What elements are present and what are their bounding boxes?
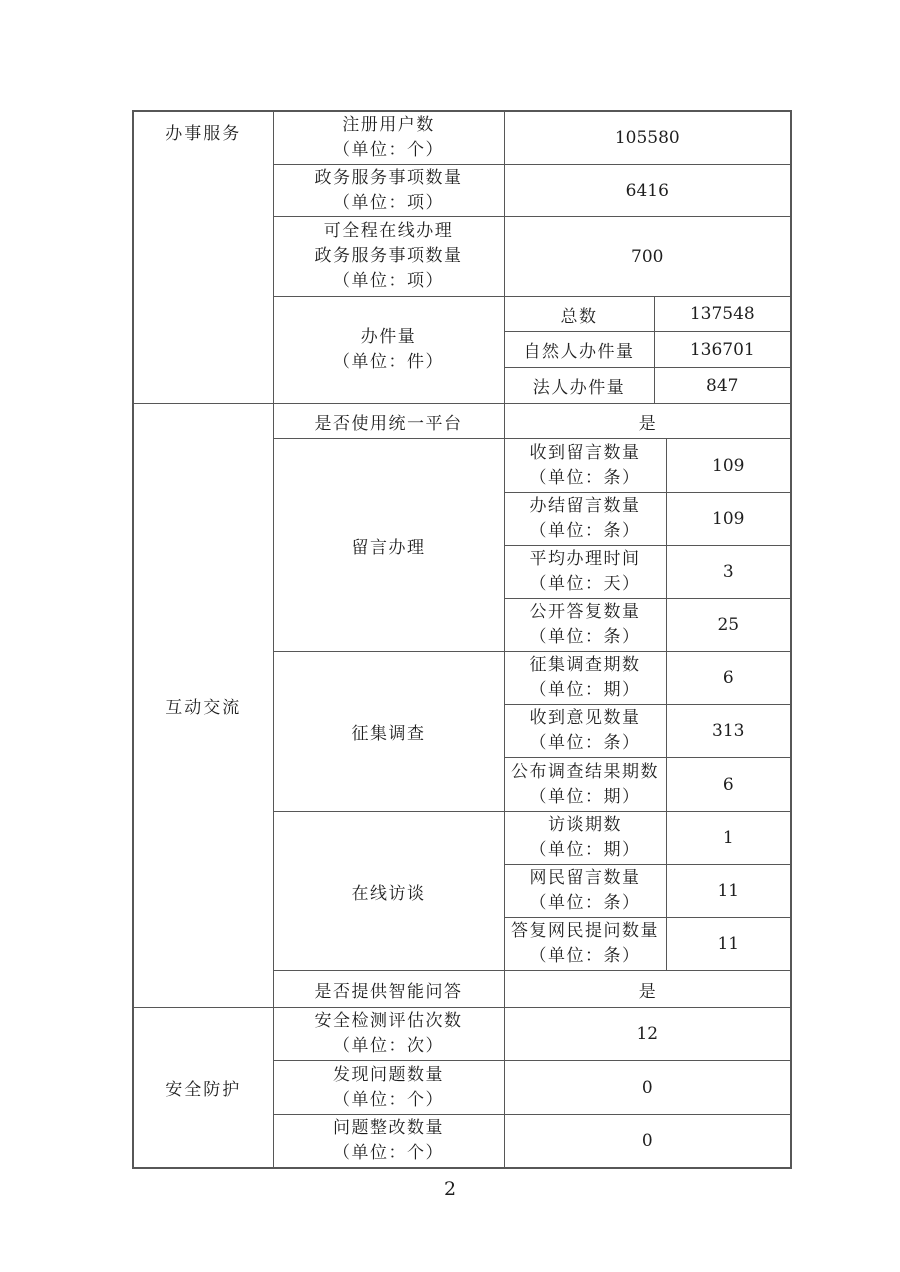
subitem-label: 法人办件量 [504, 368, 654, 404]
value-cell: 109 [666, 493, 791, 546]
subitem-label-line: 征集调查期数 [529, 655, 641, 675]
unit-label-line: （单位：期） [529, 786, 641, 807]
value-cell: 847 [654, 368, 791, 404]
item-label-line: 可全程在线办理 [323, 221, 454, 241]
value-cell: 0 [504, 1115, 791, 1169]
subitem-label: 自然人办件量 [504, 332, 654, 368]
category-cell-banshi: 办事服务 [133, 111, 273, 404]
value-cell: 是 [504, 404, 791, 439]
value-cell: 11 [666, 865, 791, 918]
subitem-label [504, 918, 666, 971]
value-cell: 105580 [504, 111, 791, 165]
subitem-label [504, 652, 666, 705]
value-cell: 25 [666, 599, 791, 652]
group-label: 征集调查 [273, 652, 504, 812]
unit-label-line: （单位：期） [529, 840, 641, 860]
subitem-label [504, 493, 666, 546]
value-cell: 137548 [654, 297, 791, 332]
unit-label-line: （单位：项） [333, 192, 444, 213]
unit-label-line: （单位：天） [529, 574, 641, 594]
value-cell: 3 [666, 546, 791, 599]
subitem-label-line: 网民留言数量 [529, 868, 641, 888]
subitem-label-line: 办结留言数量 [529, 496, 641, 516]
category-cell-hudong: 互动交流 [133, 404, 273, 1008]
table-row [133, 111, 791, 165]
unit-label-line: （单位：条） [529, 521, 641, 541]
subitem-label-line: 访谈期数 [548, 815, 622, 835]
item-label [273, 1008, 504, 1061]
subitem-label [504, 439, 666, 493]
value-cell: 109 [666, 439, 791, 493]
value-cell: 11 [666, 918, 791, 971]
item-label-line: 政务服务事项数量 [314, 246, 463, 266]
item-label [273, 1115, 504, 1169]
item-label: 是否提供智能问答 [273, 971, 504, 1008]
value-cell: 1 [666, 812, 791, 865]
item-label [273, 111, 504, 165]
report-table [132, 110, 792, 1169]
page-number: 2 [443, 1178, 457, 1200]
unit-label-line: （单位：期） [529, 680, 641, 700]
item-label-line: 发现问题数量 [333, 1064, 444, 1085]
subitem-label-line: 收到意见数量 [529, 708, 641, 728]
value-cell: 6 [666, 652, 791, 705]
subitem-label [504, 599, 666, 652]
unit-label-line: （单位：次） [333, 1036, 444, 1056]
unit-label-line: （单位：条） [529, 893, 641, 913]
item-label [273, 217, 504, 297]
unit-label-line: （单位：条） [529, 733, 641, 753]
value-cell: 0 [504, 1061, 791, 1115]
subitem-label: 总数 [504, 297, 654, 332]
subitem-label-line: 公布调查结果期数 [511, 761, 659, 782]
item-label-line: 注册用户数 [342, 115, 435, 135]
unit-label-line: （单位：个） [333, 1089, 444, 1110]
group-label: 在线访谈 [273, 812, 504, 971]
value-cell: 700 [504, 217, 791, 297]
unit-label-line: （单位：个） [333, 140, 444, 160]
subitem-label-line: 答复网民提问数量 [511, 921, 659, 941]
unit-label-line: （单位：条） [529, 627, 641, 647]
value-cell: 是 [504, 971, 791, 1008]
value-cell: 6 [666, 758, 791, 812]
table-row [133, 1008, 791, 1061]
subitem-label [504, 812, 666, 865]
subitem-label [504, 705, 666, 758]
table-row [133, 404, 791, 439]
item-label: 是否使用统一平台 [273, 404, 504, 439]
unit-label-line: （单位：个） [333, 1143, 444, 1163]
category-cell-anquan: 安全防护 [133, 1008, 273, 1169]
subitem-label [504, 758, 666, 812]
value-cell: 313 [666, 705, 791, 758]
item-label-line: 问题整改数量 [333, 1118, 444, 1138]
subitem-label-line: 公开答复数量 [529, 602, 641, 622]
value-cell: 136701 [654, 332, 791, 368]
item-label-line: 安全检测评估次数 [314, 1011, 463, 1031]
group-label-line: 办件量 [360, 327, 417, 347]
item-label-line: 政务服务事项数量 [314, 167, 463, 188]
subitem-label-line: 收到留言数量 [529, 442, 641, 463]
unit-label-line: （单位：条） [529, 946, 641, 966]
unit-label-line: （单位：条） [529, 467, 641, 488]
subitem-label-line: 平均办理时间 [529, 549, 641, 569]
value-cell: 12 [504, 1008, 791, 1061]
group-label [273, 297, 504, 404]
item-label [273, 1061, 504, 1115]
unit-label-line: （单位：项） [333, 271, 444, 291]
item-label [273, 165, 504, 217]
value-cell: 6416 [504, 165, 791, 217]
subitem-label [504, 865, 666, 918]
group-label: 留言办理 [273, 439, 504, 652]
unit-label-line: （单位：件） [333, 352, 444, 372]
subitem-label [504, 546, 666, 599]
